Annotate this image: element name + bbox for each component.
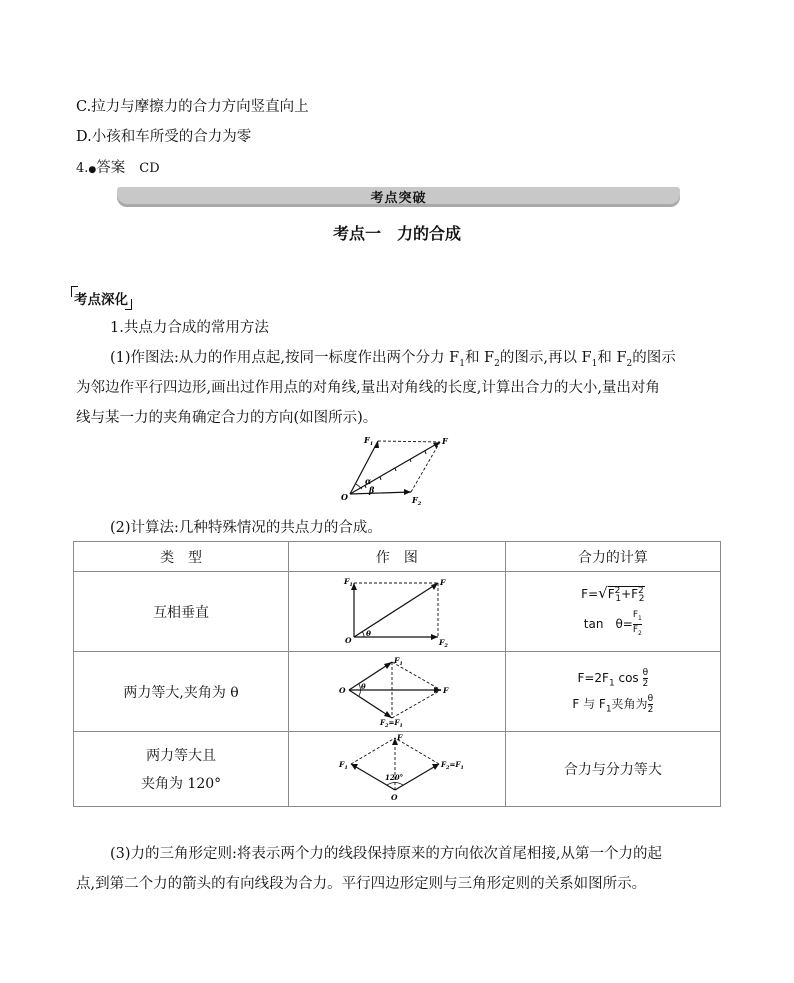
svg-text:F1: $F_1$ xyxy=(338,760,348,771)
svg-text:F2=F1: $F_2=F_1$ xyxy=(379,717,403,729)
para3-line1: (3)力的三角形定则:将表示两个力的线段保持原来的方向依次首尾相接,从第一个力的起 xyxy=(110,846,663,862)
fig-alpha: α xyxy=(365,476,372,486)
table-row xyxy=(74,572,721,652)
heading-methods: 1.共点力合成的常用方法 xyxy=(110,320,269,336)
row3-calc: 合力与分力等大 xyxy=(505,732,720,807)
para3-line2: 点,到第二个力的箭头的有向线段为合力。平行四边形定则与三角形定则的关系如图所示。 xyxy=(76,876,647,892)
svg-text:F2: $F_2$ xyxy=(438,637,448,649)
row2-calc: $F=2F_1$ cos $\frac{\theta}{2}$ F 与 $F_1$夹角为 $\frac{\theta}{2}$ xyxy=(505,652,720,732)
row2-type: 两力等大,夹角为 θ xyxy=(74,652,289,732)
parallelogram-diagram xyxy=(338,433,458,507)
svg-text:F2: $F_2$ xyxy=(412,495,422,507)
fig-o: O xyxy=(341,492,348,502)
question-number: 4. xyxy=(76,161,89,176)
svg-text:F: F xyxy=(396,733,403,742)
answer-line xyxy=(76,158,160,180)
row1-calc: $F=√F^2_1+F^2_2$ tan θ= $\frac{F_1}{F_2}$ xyxy=(505,572,720,652)
calc-table xyxy=(73,541,721,807)
fig-beta: β xyxy=(369,485,375,495)
option-c: C.拉力与摩擦力的合力方向竖直向上 xyxy=(76,99,309,115)
topic-title: 考点一 力的合成 xyxy=(332,224,461,243)
svg-text:F: F xyxy=(442,685,449,695)
svg-text:θ: θ xyxy=(365,628,371,638)
svg-text:θ: θ xyxy=(360,681,366,691)
table-row xyxy=(74,652,721,732)
tag-label: 考点深化 xyxy=(74,288,128,308)
answer-label: 答案 xyxy=(96,160,126,176)
svg-text:O: O xyxy=(390,793,398,802)
fig-f: F xyxy=(442,436,448,446)
answer-value: CD xyxy=(139,161,160,176)
svg-text:120°: 120° xyxy=(384,773,404,782)
svg-text:O: O xyxy=(344,635,352,645)
para1-line1: (1)作图法:从力的作用点起,按同一标度作出两个分力 $F_1$和 $F_2$的图示,再以 $F_1$和 $F_2$的图示 xyxy=(110,350,676,369)
header-calc: 合力的计算 xyxy=(505,542,720,572)
row1-type: 互相垂直 xyxy=(74,572,289,652)
option-d: D.小孩和车所受的合力为零 xyxy=(76,129,252,145)
svg-text:F1: $F_1$ xyxy=(393,655,403,667)
header-type: 类 型 xyxy=(74,542,289,572)
row2-diagram xyxy=(289,652,506,732)
section-banner: 考点突破 xyxy=(117,187,680,207)
para1-line3: 线与某一力的夹角确定合力的方向(如图所示)。 xyxy=(76,410,378,426)
svg-text:F1: $F_1$ xyxy=(364,435,374,447)
svg-text:F2=F1: $F_2=F_1$ xyxy=(440,760,464,771)
row1-diagram xyxy=(289,572,506,652)
row3-type: 两力等大且 夹角为 120° xyxy=(74,732,289,807)
para2: (2)计算法:几种特殊情况的共点力的合成。 xyxy=(110,520,382,536)
para1-line2: 为邻边作平行四边形,画出过作用点的对角线,量出对角线的长度,计算出合力的大小,量出对角 xyxy=(76,380,660,396)
svg-text:F1: $F_1$ xyxy=(343,576,353,588)
svg-text:O: O xyxy=(338,685,346,695)
row3-diagram xyxy=(289,732,506,807)
table-header-row xyxy=(74,542,721,572)
header-diagram: 作 图 xyxy=(289,542,506,572)
table-row xyxy=(74,732,721,807)
answer-bullet-icon: ● xyxy=(88,165,97,175)
svg-text:F: F xyxy=(439,577,446,587)
